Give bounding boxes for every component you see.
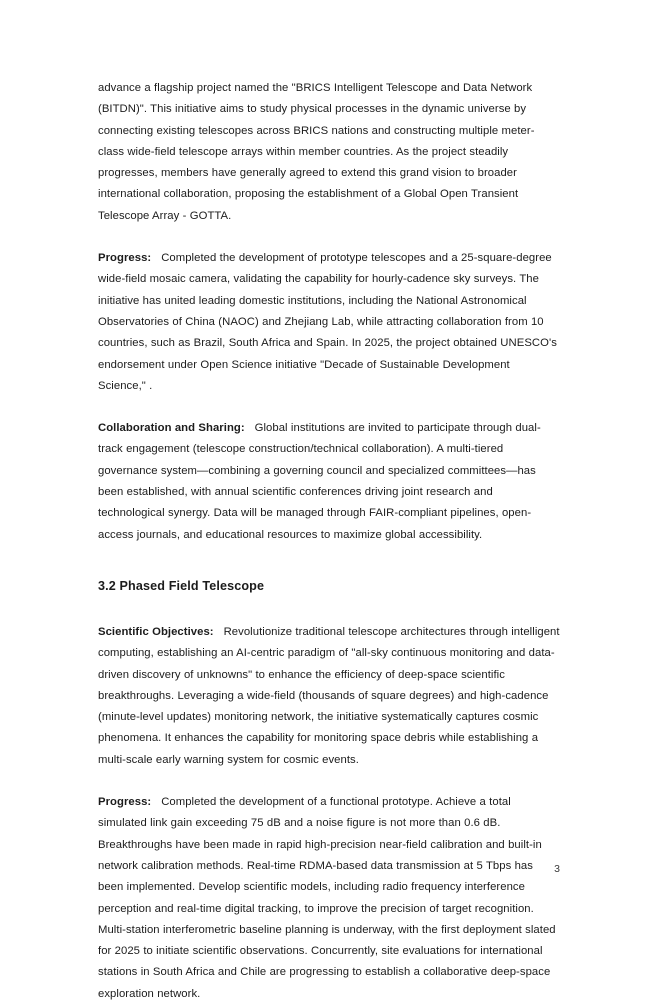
paragraph-bitdn-overview	[98, 78, 560, 227]
paragraph-progress-phased-field	[98, 792, 560, 1005]
paragraph-label-scientific-objectives: Scientific Objectives:	[98, 625, 214, 638]
paragraph-text: Completed the development of a functional prototype. Achieve a total simulated link gain exceeding 75 dB and a noise figure is not more than 0.6 dB. Breakthroughs have been made in rapid high-precision near-field calibration and built-in network calibration methods. Real-time RDMA-based data transmission at 5 Tbps has been implemented. Develop scientific models, including radio frequency interference perception and real-time digital tracking, to improve the precision of target recognition. Multi-station interferometric baseline planning is underway, with the first deployment slated for 2025 to initiate scientific observations. Concurrently, site evaluations for international stations in South Africa and Chile are progressing to establish a collaborative deep-space exploration network.	[98, 796, 556, 1000]
paragraph-progress-bitdn	[98, 248, 560, 397]
page-number: 3	[554, 863, 560, 875]
paragraph-text: Completed the development of prototype telescopes and a 25-square-degree wide-field mosaic camera, validating the capability for hourly-cadence sky surveys. The initiative has united leading domestic institutions, including the National Astronomical Observatories of China (NAOC) and Zhejiang Lab, while attracting collaboration from 10 countries, such as Brazil, South Africa and Spain. In 2025, the project obtained UNESCO's endorsement under Open Science initiative "Decade of Sustainable Development Science," .	[98, 252, 557, 392]
paragraph-text: Global institutions are invited to participate through dual-track engagement (telescope construction/technical collaboration). A multi-tiered governance system—combining a governing council and specialized committees—has been established, with annual scientific conferences driving joint research and technological synergy. Data will be managed through FAIR-compliant pipelines, open-access journals, and educational resources to maximize global accessibility.	[98, 422, 541, 541]
paragraph-text: advance a flagship project named the "BRICS Intelligent Telescope and Data Network (BITDN)". This initiative aims to study physical processes in the dynamic universe by connecting existing telescopes across BRICS nations and constructing multiple meter-class wide-field telescope arrays within member countries. As the project steadily progresses, members have generally agreed to extend this grand vision to broader international collaboration, proposing the establishment of a Global Open Transient Telescope Array - GOTTA.	[98, 82, 535, 222]
label-spacer	[151, 796, 161, 808]
paragraph-text: Revolutionize traditional telescope architectures through intelligent computing, establishing an AI-centric paradigm of "all-sky continuous monitoring and data-driven discovery of unknowns" to enhance the efficiency of deep-space scientific breakthroughs. Leveraging a wide-field (thousands of square degrees) and high-cadence (minute-level updates) monitoring network, the initiative systematically captures cosmic phenomena. It enhances the capability for monitoring space debris while establishing a multi-scale early warning system for cosmic events.	[98, 625, 560, 766]
paragraph-collaboration-sharing	[98, 418, 560, 546]
paragraph-label-progress: Progress:	[98, 796, 152, 809]
paragraph-label-collaboration: Collaboration and Sharing:	[98, 422, 245, 435]
label-spacer	[245, 422, 255, 434]
section-heading-3-2: 3.2 Phased Field Telescope	[98, 578, 265, 593]
label-spacer	[151, 252, 161, 264]
paragraph-label-progress: Progress:	[98, 252, 152, 265]
paragraph-scientific-objectives	[98, 622, 560, 771]
label-spacer	[214, 626, 224, 638]
